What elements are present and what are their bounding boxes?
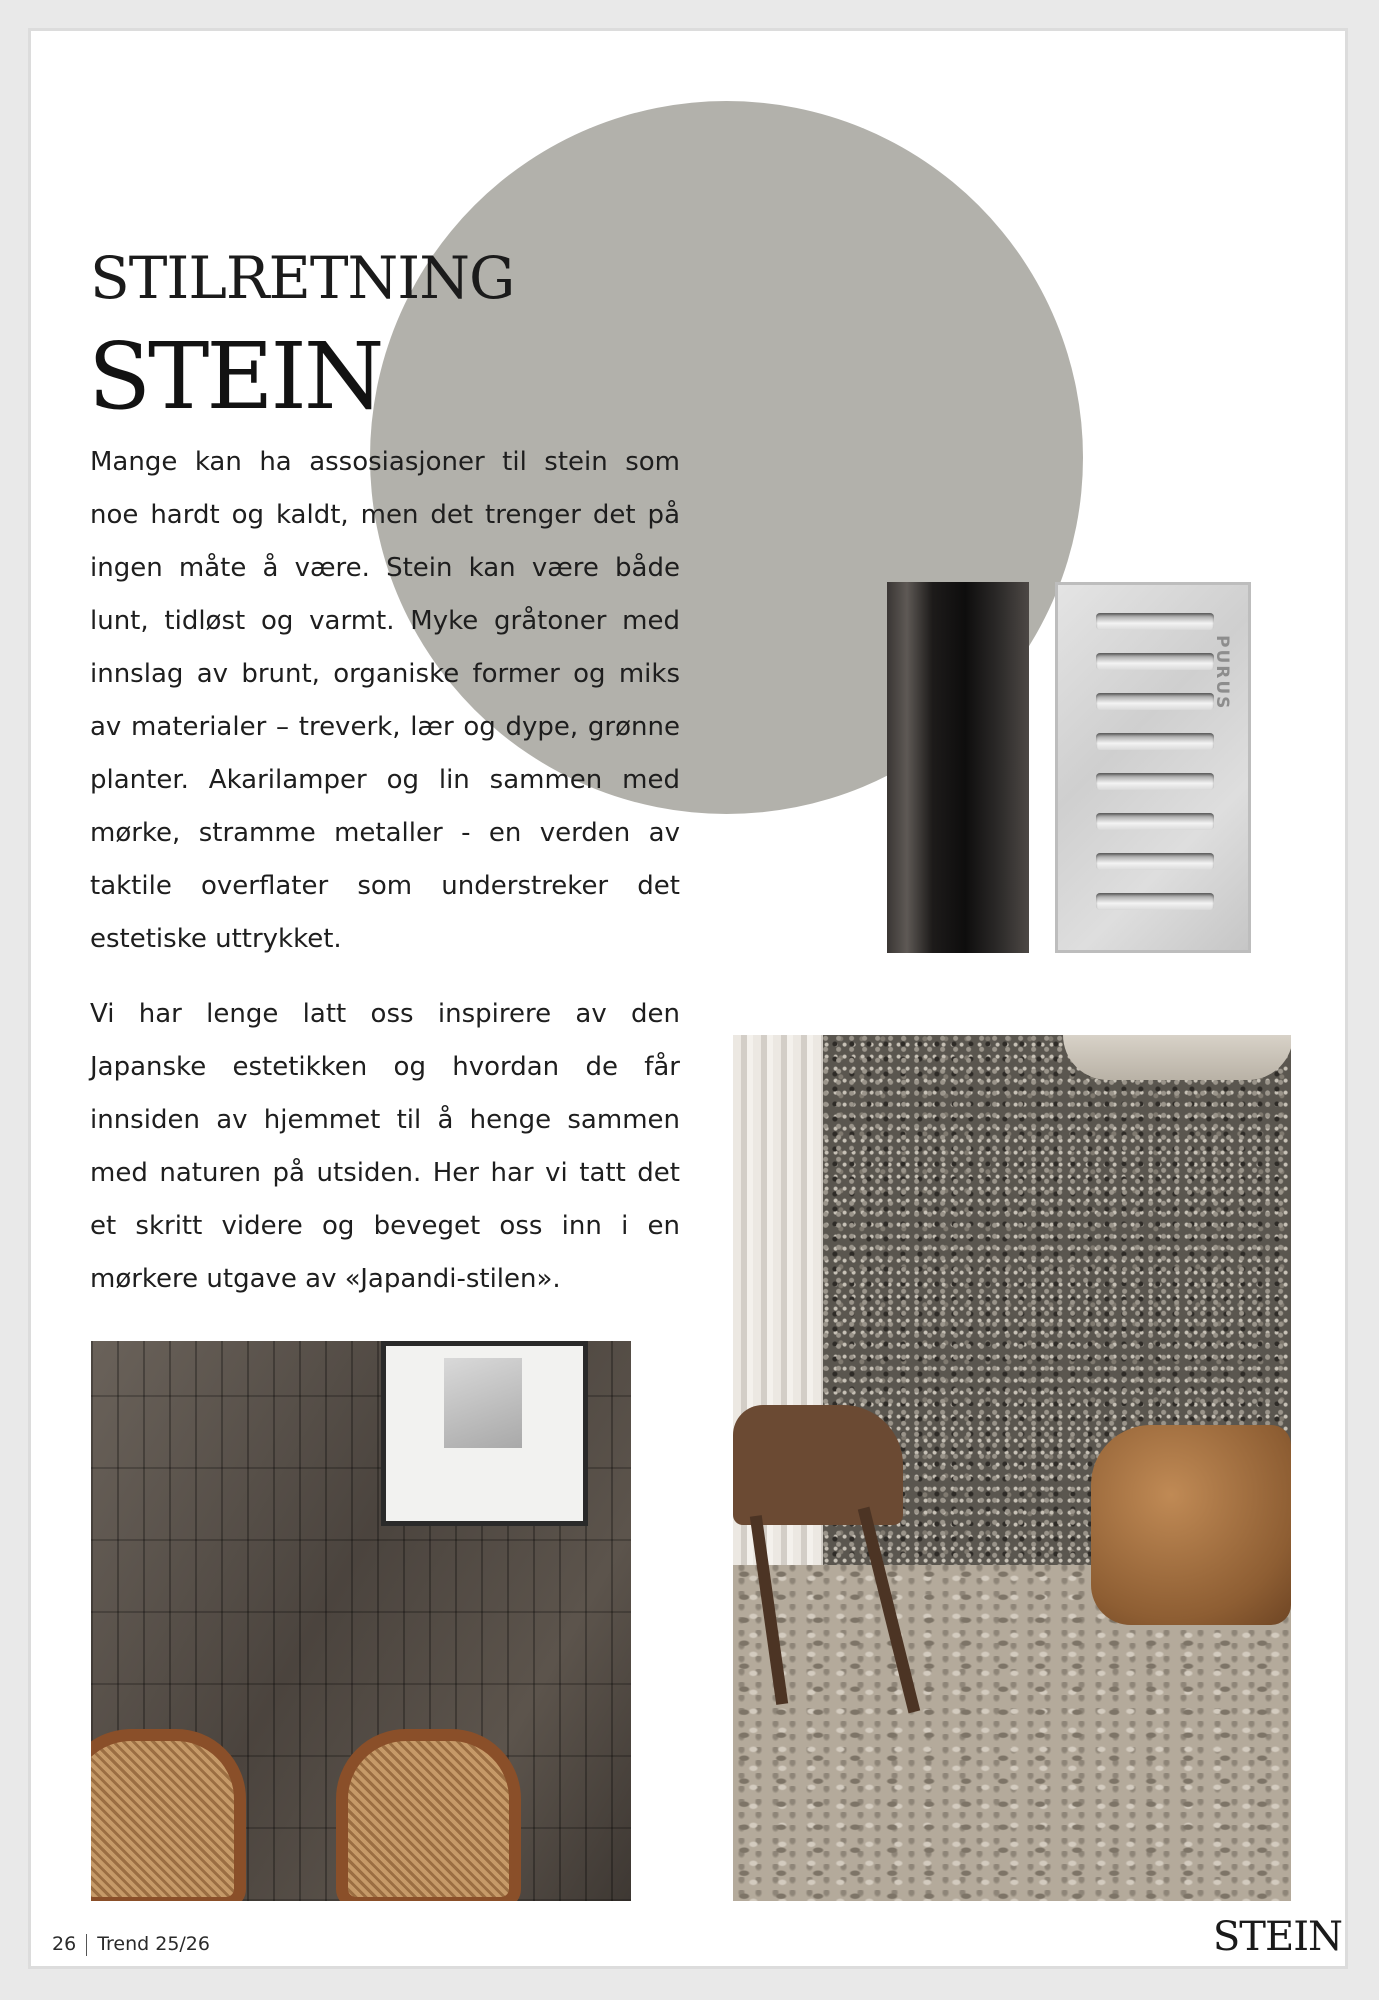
- page-number: 26: [52, 1933, 77, 1955]
- drain-slot: [1096, 853, 1214, 870]
- rattan-chair: [91, 1729, 246, 1901]
- page-title: STEIN: [88, 323, 382, 430]
- footer-divider: [86, 1934, 87, 1956]
- rattan-chair: [336, 1729, 521, 1901]
- page-footer: [52, 1933, 210, 1956]
- drain-slot: [1096, 733, 1214, 750]
- drain-slot: [1096, 613, 1214, 630]
- tiled-wall-lobby-photo: [91, 1341, 631, 1901]
- drain-grate-photo: [1055, 582, 1251, 953]
- ceiling-lamp: [1063, 1035, 1291, 1080]
- japandi-paragraph: Vi har lenge latt oss inspirere av den Japanske estetikken og hvordan de får innsiden av hjemmet til å henge sammen med naturen på utsiden. Her har vi tatt det et skritt videre og beveget oss inn i en mørkere utgave av «Japandi-stilen».: [90, 999, 680, 1294]
- framed-artwork: [381, 1341, 588, 1526]
- leather-sofa: [1091, 1425, 1291, 1625]
- drain-slot: [1096, 813, 1214, 830]
- leather-chair: [733, 1405, 903, 1525]
- drain-slot: [1096, 893, 1214, 910]
- section-kicker: STILRETNING: [90, 244, 515, 312]
- drain-brand-logo: PURUS: [1212, 635, 1232, 711]
- drain-slot: [1096, 653, 1214, 670]
- brochure-page: [28, 28, 1348, 1969]
- terrazzo-room-photo: [733, 1035, 1291, 1901]
- intro-paragraph: Mange kan ha assosiasjoner til stein som noe hardt og kaldt, men det trenger det på ingen måte å være. Stein kan være både lunt, tidløst og varmt. Myke gråtoner med innslag av brunt, organiske former og miks av materialer – treverk, lær og dype, grønne planter. Akarilamper og lin sammen med mørke, stramme metaller - en verden av taktile overflater som understreker det estetiske uttrykket.: [90, 447, 680, 954]
- footer-section-name: STEIN: [1212, 1914, 1342, 1960]
- publication-name: Trend 25/26: [97, 1933, 210, 1955]
- black-metal-pipe-photo: [887, 582, 1029, 953]
- drain-slot: [1096, 693, 1214, 710]
- drain-slot: [1096, 773, 1214, 790]
- bamboo-print: [444, 1358, 522, 1448]
